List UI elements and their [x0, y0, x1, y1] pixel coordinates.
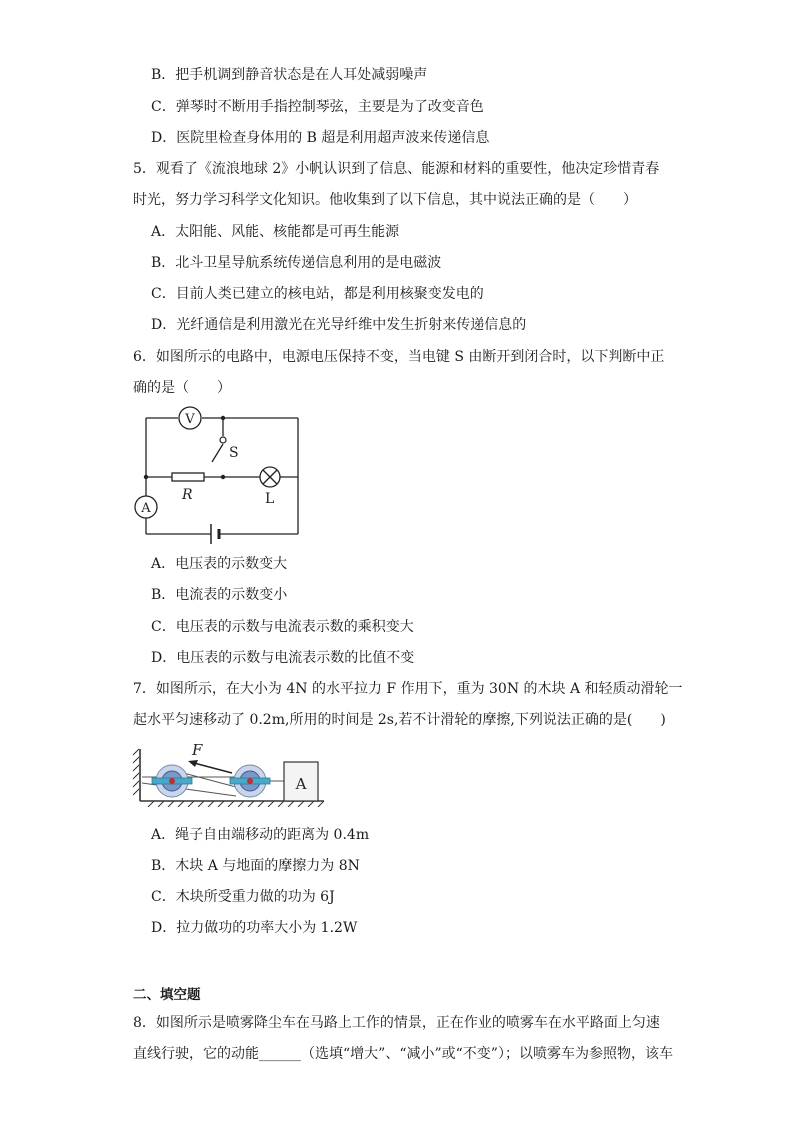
q7-option-a: A．绳子自由端移动的距离为 0.4m — [151, 827, 370, 843]
fixed-pulley-icon — [152, 765, 192, 797]
q5-option-c: C．目前人类已建立的核电站，都是利用核聚变发电的 — [151, 286, 484, 302]
force-label: F — [192, 741, 203, 759]
pulley-diagram — [128, 737, 333, 807]
battery-icon — [211, 524, 219, 544]
switch-label: S — [229, 445, 239, 461]
q5-stem-line2: 时光，努力学习科学文化知识。他收集到了以下信息，其中说法正确的是（ ） — [133, 192, 637, 208]
q5-option-b: B．北斗卫星导航系统传递信息利用的是电磁波 — [151, 255, 442, 271]
q8-stem-line2: 直线行驶，它的动能______（选填“增大”、“减小”或“不变”）；以喷雾车为参照物，该车 — [133, 1046, 673, 1062]
q8-stem-line1: 8．如图所示是喷雾降尘车在马路上工作的情景，正在作业的喷雾车在水平路面上匀速 — [133, 1015, 660, 1031]
resistor-label: R — [182, 487, 193, 503]
q6-stem-line1: 6．如图所示的电路中，电源电压保持不变，当电键 S 由断开到闭合时，以下判断中正 — [133, 349, 665, 365]
ammeter-label: A — [141, 501, 151, 516]
movable-pulley-icon — [230, 765, 270, 797]
switch-contact-icon — [220, 437, 226, 443]
lamp-label: L — [265, 491, 275, 507]
resistor-icon — [172, 473, 204, 481]
q4-option-d: D．医院里检查身体用的 B 超是利用超声波来传递信息 — [151, 130, 490, 146]
circuit-diagram — [128, 404, 308, 544]
q6-option-d: D．电压表的示数与电流表示数的比值不变 — [151, 650, 415, 666]
q4-option-b: B．把手机调到静音状态是在人耳处减弱噪声 — [151, 67, 428, 83]
section-title: 二、填空题 — [133, 987, 201, 1003]
q4-option-c: C．弹琴时不断用手指控制琴弦，主要是为了改变音色 — [151, 99, 484, 115]
q5-option-a: A．太阳能、风能、核能都是可再生能源 — [151, 224, 400, 240]
q7-stem-line1: 7．如图所示，在大小为 4N 的水平拉力 F 作用下，重为 30N 的木块 A 和轻质动滑轮一 — [133, 681, 683, 697]
force-arrow-icon — [188, 760, 232, 773]
q7-option-b: B．木块 A 与地面的摩擦力为 8N — [151, 858, 360, 874]
wall-icon — [133, 749, 140, 801]
voltmeter-label: V — [185, 412, 195, 427]
q5-stem-line1: 5．观看了《流浪地球 2》小帆认识到了信息、能源和材料的重要性，他决定珍惜青春 — [133, 161, 660, 177]
q6-option-b: B．电流表的示数变小 — [151, 587, 288, 603]
q6-option-c: C．电压表的示数与电流表示数的乘积变大 — [151, 619, 414, 635]
q7-option-c: C．木块所受重力做的功为 6J — [151, 889, 335, 905]
lamp-icon — [260, 467, 280, 487]
q7-stem-line2: 起水平匀速移动了 0.2m,所用的时间是 2s,若不计滑轮的摩擦,下列说法正确的是( ) — [133, 712, 666, 728]
q6-stem-line2: 确的是（ ） — [133, 380, 231, 396]
floor-icon — [140, 801, 324, 807]
q6-option-a: A．电压表的示数变大 — [151, 556, 288, 572]
q7-option-d: D．拉力做功的功率大小为 1.2W — [151, 920, 358, 936]
block-label: A — [295, 775, 307, 793]
q5-option-d: D．光纤通信是利用激光在光导纤维中发生折射来传递信息的 — [151, 317, 527, 333]
